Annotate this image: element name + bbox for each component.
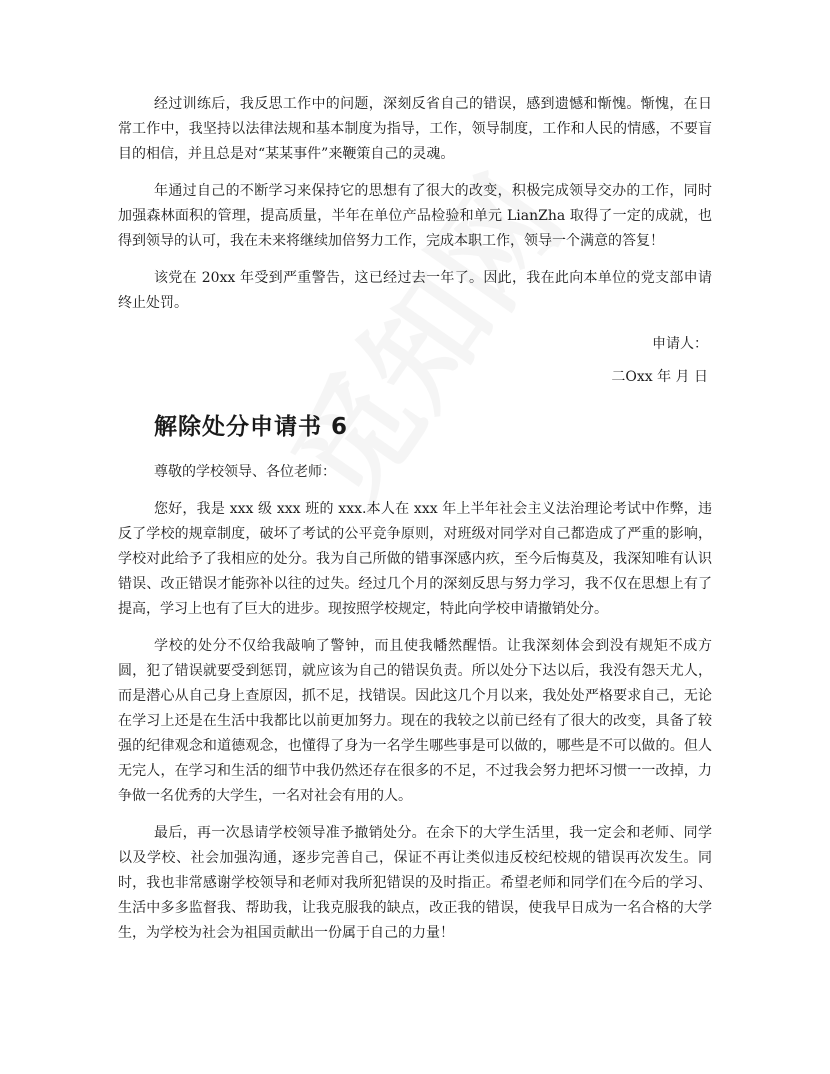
section-title: 解除处分申请书 6 [154,414,349,440]
section-1 [118,92,712,390]
section-2 [118,410,712,946]
document-page [118,92,712,946]
paragraph: 最后，再一次恳请学校领导准予撤销处分。在余下的大学生活里，我一定会和老师、同学以及学校、社会加强沟通，逐步完善自己，保证不再让类似违反校纪校规的错误再次发生。同时，我也非常感谢学校领导和老师对我所犯错误的及时指正。希望老师和同学们在今后的学习、生活中多多监督我、帮助我，让我克服我的缺点，改正我的错误，使我早日成为一名合格的大学生，为学校为社会为祖国贡献出一份属于自己的力量！ [118,825,712,941]
paragraph: 您好，我是 xxx 级 xxx 班的 xxx.本人在 xxx 年上半年社会主义法治理论考试中作弊，违反了学校的规章制度，破坏了考试的公平竞争原则，对班级对同学对自己都造成了严重的影响，学校对此给予了我相应的处分。我为自己所做的错事深感内疚，至今后悔莫及，我深知唯有认识错误、改正错误才能弥补以往的过失。经过几个月的深刻反思与努力学习，我不仅在思想上有了提高，学习上也有了巨大的进步。现按照学校规定，特此向学校申请撤销处分。 [118,501,712,617]
paragraph: 学校的处分不仅给我敲响了警钟，而且使我幡然醒悟。让我深刻体会到没有规矩不成方圆，犯了错误就要受到惩罚，就应该为自己的错误负责。所以处分下达以后，我没有怨天尤人，而是潜心从自己身上查原因，抓不足，找错误。因此这几个月以来，我处处严格要求自己，无论在学习上还是在生活中我都比以前更加努力。现在的我较之以前已经有了很大的改变，具备了较强的纪律观念和道德观念，也懂得了身为一名学生哪些事是可以做的，哪些是不可以做的。但人无完人，在学习和生活的细节中我仍然还存在很多的不足，不过我会努力把坏习惯一一改掉，力争做一名优秀的大学生，一名对社会有用的人。 [118,638,712,804]
applicant-label: 申请人： [652,336,708,352]
paragraph: 年通过自己的不断学习来保持它的思想有了很大的改变，积极完成领导交办的工作，同时加强森林面积的管理，提高质量，半年在单位产品检验和单元 LianZha 取得了一定的成就，也得到领导的认可，我在未来将继续加倍努力工作，完成本职工作，领导一个满意的答复！ [118,183,712,249]
salutation: 尊敬的学校领导、各位老师： [154,464,336,480]
date-line: 二Oxx 年 月 日 [611,369,708,385]
paragraph: 该党在 20xx 年受到严重警告，这已经过去一年了。因此，我在此向本单位的党支部申请终止处罚。 [118,270,712,311]
paragraph: 经过训练后，我反思工作中的问题，深刻反省自己的错误，感到遗憾和惭愧。惭愧，在日常工作中，我坚持以法律法规和基本制度为指导，工作，领导制度，工作和人民的情感，不要盲目的相信，并且总是对“某某事件”来鞭策自己的灵魂。 [118,96,712,162]
